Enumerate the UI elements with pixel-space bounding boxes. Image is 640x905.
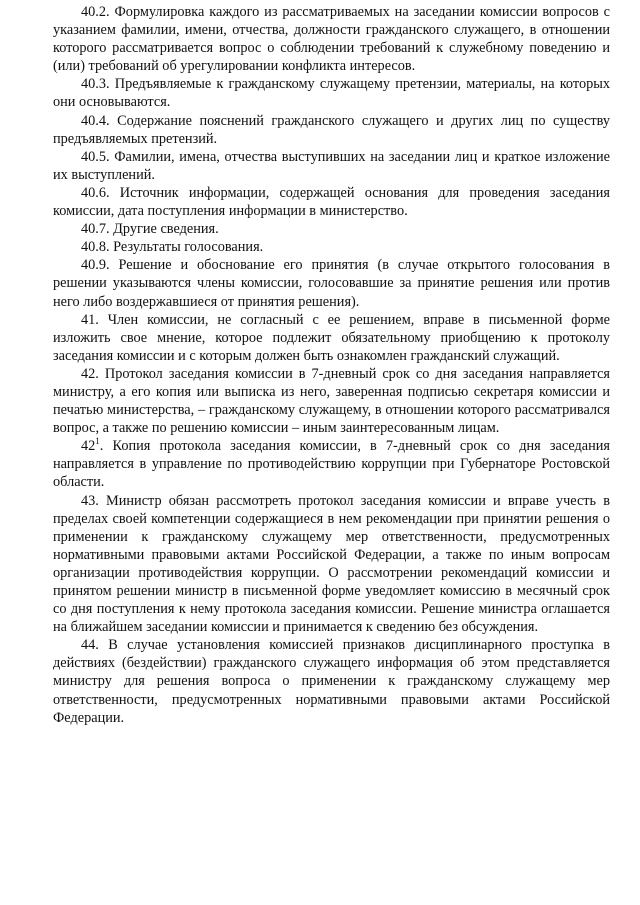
paragraph-42: 42. Протокол заседания комиссии в 7-дневный срок со дня заседания направляется министру, а его копия или выписка из него, заверенная подписью секретаря комиссии и печатью министерства, – гражданскому служащему, в отношении которого рассматривался вопрос, а также по решению комиссии – иным заинтересованным лицам.: [53, 365, 610, 437]
paragraph-40-2: 40.2. Формулировка каждого из рассматриваемых на заседании комиссии вопросов с указанием фамилии, имени, отчества, должности гражданского служащего, в отношении которого рассматривается вопрос о соблюдении требований к служебному поведению и (или) требований об урегулировании конфликта интересов.: [53, 4, 610, 75]
paragraph-42-1: [53, 437, 610, 491]
paragraph-text: . Копия протокола заседания комиссии, в 7-дневный срок со дня заседания направляется в управление по противодействию коррупции при Губернаторе Ростовской области.: [53, 438, 610, 491]
paragraph-43: 43. Министр обязан рассмотреть протокол заседания комиссии и вправе учесть в пределах своей компетенции содержащиеся в нем рекомендации при принятии решения о применении к гражданскому служащему мер ответственности, предусмотренных нормативными правовыми актами Российской Федерации, а также по иным вопросам организации противодействия коррупции. О рассмотрении рекомендаций комиссии и принятом решении министр в письменной форме уведомляет комиссию в месячный срок со дня поступления к нему протокола заседания комиссии. Решение министра оглашается на ближайшем заседании комиссии и принимается к сведению без обсуждения.: [53, 492, 610, 636]
paragraph-40-5: 40.5. Фамилии, имена, отчества выступивших на заседании лиц и краткое изложение их выступлений.: [53, 148, 610, 183]
paragraph-44: 44. В случае установления комиссией признаков дисциплинарного проступка в действиях (бездействии) гражданского служащего информация об этом представляется министру для решения вопроса о применении к гражданскому служащему мер ответственности, предусмотренных нормативными правовыми актами Российской Федерации.: [53, 637, 610, 726]
paragraph-number: 42: [81, 438, 96, 455]
paragraph-40-3: 40.3. Предъявляемые к гражданскому служащему претензии, материалы, на которых они основываются.: [53, 76, 610, 111]
paragraph-40-7: 40.7. Другие сведения.: [81, 221, 219, 238]
paragraph-41: 41. Член комиссии, не согласный с ее решением, вправе в письменной форме изложить свое мнение, которое подлежит обязательному приобщению к протоколу заседания комиссии и с которым должен быть ознакомлен гражданский служащий.: [53, 311, 610, 364]
superscript-index: 1: [95, 436, 100, 447]
paragraph-40-9: 40.9. Решение и обоснование его принятия (в случае открытого голосования в решении указываются члены комиссии, голосовавшие за принятие решения или против него либо воздержавшиеся от принятия решения).: [53, 257, 610, 310]
document-page: [53, 0, 610, 727]
paragraph-40-8: 40.8. Результаты голосования.: [81, 239, 264, 256]
paragraph-40-4: 40.4. Содержание пояснений гражданского служащего и других лиц по существу предъявляемых претензий.: [53, 112, 610, 147]
paragraph-40-6: 40.6. Источник информации, содержащей основания для проведения заседания комиссии, дата поступления информации в министерство.: [53, 184, 610, 220]
